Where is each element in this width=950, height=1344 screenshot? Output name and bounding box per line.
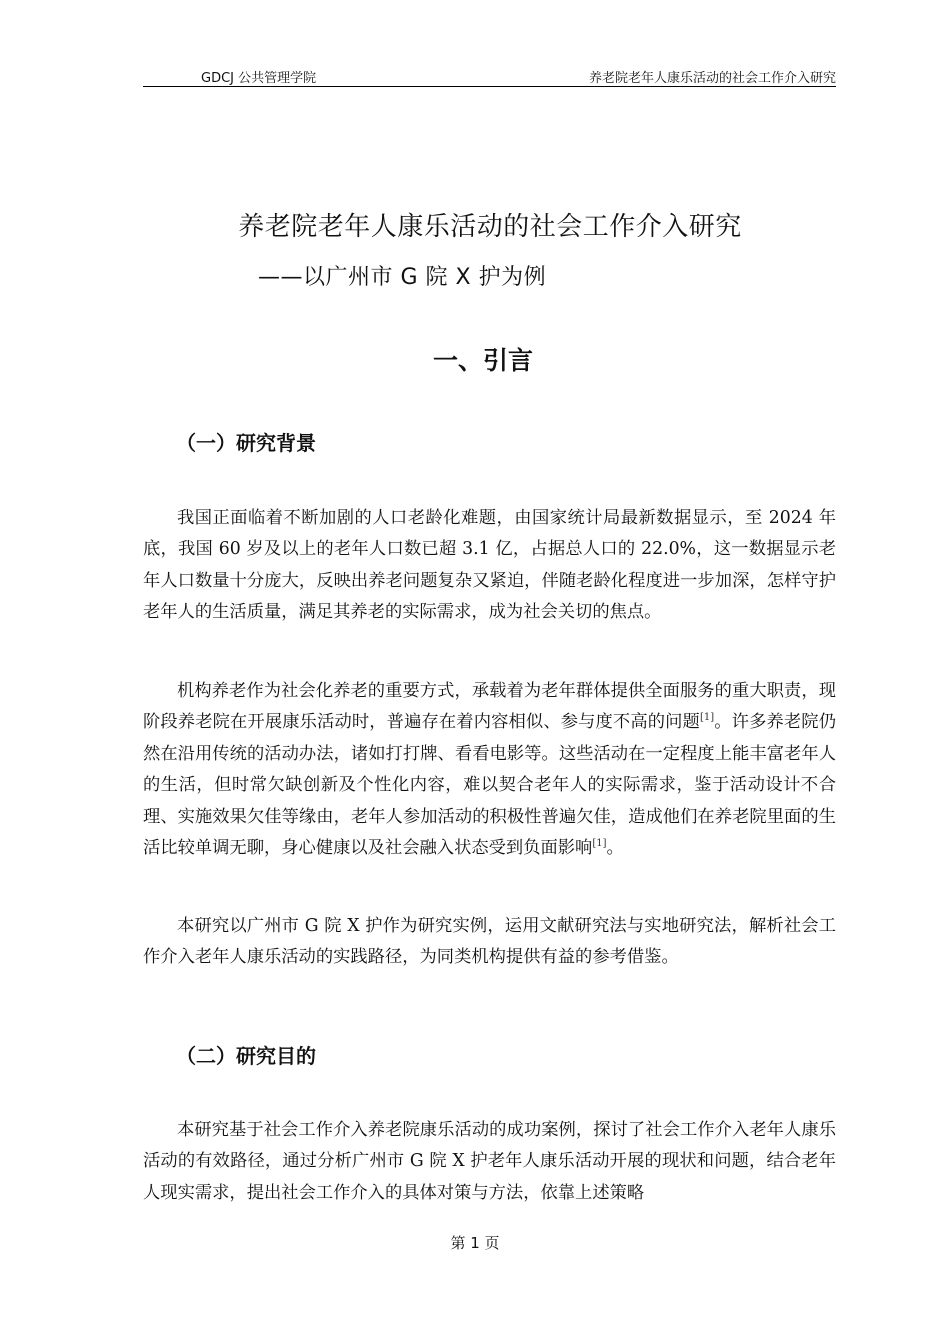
paragraph-text: 。 bbox=[606, 838, 624, 859]
paragraph-purpose-1: 本研究基于社会工作介入养老院康乐活动的成功案例，探讨了社会工作介入老年人康乐活动的有效路径，通过分析广州市 G 院 X 护老年人康乐活动开展的现状和问题，结合老年人现实需求，提出社会工作介入的具体对策与方法，依靠上述策略 bbox=[143, 1120, 836, 1203]
paragraph-text: 机构养老作为社会化养老的重要方式，承载着为老年群体提供全面服务的重大职责，现阶段养老院在开展康乐活动时，普遍存在着内容相似、参与度不高的问题 bbox=[143, 681, 836, 733]
header-institution: GDCJ 公共管理学院 bbox=[201, 71, 317, 86]
citation-ref: [1] bbox=[699, 712, 715, 724]
header-paper-title: 养老院老年人康乐活动的社会工作介入研究 bbox=[588, 71, 836, 86]
subsection-heading-background: （一）研究背景 bbox=[176, 431, 316, 455]
paragraph-background-3: 本研究以广州市 G 院 X 护作为研究实例，运用文献研究法与实地研究法，解析社会工作介入老年人康乐活动的实践路径，为同类机构提供有益的参考借鉴。 bbox=[143, 916, 836, 968]
citation-ref: [1] bbox=[592, 838, 607, 850]
paragraph-background-1: 我国正面临着不断加剧的人口老龄化难题，由国家统计局最新数据显示，至 2024 年底，我国 60 岁及以上的老年人口数已超 3.1 亿，占据总人口的 22.0%，这一数据显示老年人口数量十分庞大，反映出养老问题复杂又紧迫，伴随老龄化程度进一步加深，怎样守护老年人的生活质量，满足其养老的实际需求，成为社会关切的焦点。 bbox=[143, 508, 836, 623]
paper-subtitle: ——以广州市 G 院 X 护为例 bbox=[258, 265, 547, 290]
subsection-heading-purpose: （二）研究目的 bbox=[176, 1044, 316, 1068]
page-number: 第 1 页 bbox=[450, 1234, 500, 1252]
section-heading-introduction: 一、引言 bbox=[432, 346, 533, 375]
paper-title: 养老院老年人康乐活动的社会工作介入研究 bbox=[238, 212, 742, 242]
paragraph-background-2 bbox=[143, 676, 836, 864]
paragraph-text: 。许多养老院仍然在沿用传统的活动办法，诸如打打牌、看看电影等。这些活动在一定程度上能丰富老年人的生活，但时常欠缺创新及个性化内容，难以契合老年人的实际需求，鉴于活动设计不合理、实施效果欠佳等缘由，老年人参加活动的积极性普遍欠佳，造成他们在养老院里面的生活比较单调无聊，身心健康以及社会融入状态受到负面影响 bbox=[143, 712, 836, 859]
page-header bbox=[143, 66, 836, 87]
